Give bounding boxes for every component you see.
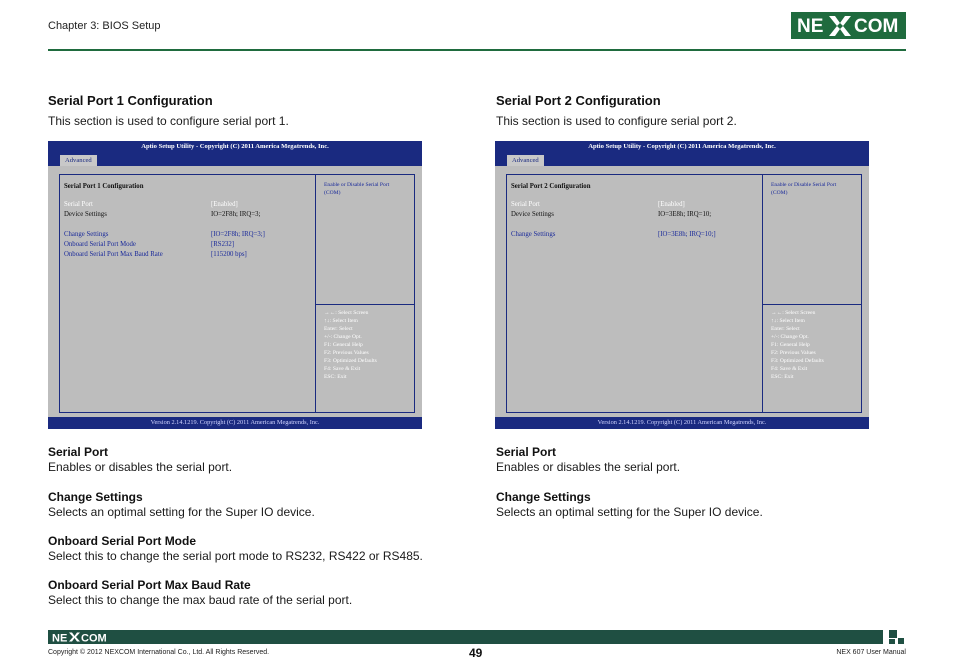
bios-divider xyxy=(315,304,415,305)
key-hint: F2: Previous Values xyxy=(771,350,816,356)
key-hint: Enter: Select xyxy=(324,326,353,332)
desc-text: Selects an optimal setting for the Super IO device. xyxy=(48,505,315,519)
option-value: [115200 bps] xyxy=(211,251,247,258)
desc-serial-port-mode xyxy=(48,534,468,564)
desc-text: Select this to change the serial port mode to RS232, RS422 or RS485. xyxy=(48,549,423,563)
section-serial-port-1 xyxy=(48,93,428,129)
svg-text:NE: NE xyxy=(797,16,824,37)
section-title: Serial Port 1 Configuration xyxy=(48,93,213,108)
bios-tab-bar xyxy=(48,153,422,166)
key-hint: F3: Optimized Defaults xyxy=(324,358,377,364)
desc-text: Select this to change the max baud rate of the serial port. xyxy=(48,593,353,607)
key-hint: →←: Select Screen xyxy=(324,310,369,316)
svg-text:COM: COM xyxy=(81,632,107,643)
chapter-label: Chapter 3: BIOS Setup xyxy=(48,20,161,32)
bios-title-bar: Aptio Setup Utility - Copyright (C) 2011 America Megatrends, Inc. xyxy=(495,141,869,153)
bios-version-bar: Version 2.14.1219. Copyright (C) 2011 American Megatrends, Inc. xyxy=(495,417,869,429)
key-hint: +/-: Change Opt. xyxy=(771,334,809,340)
key-hint: F2: Previous Values xyxy=(324,350,369,356)
desc-title: Onboard Serial Port Mode xyxy=(48,534,197,548)
bios-key-legend xyxy=(324,309,412,381)
bios-page-heading: Serial Port 1 Configuration xyxy=(64,183,144,190)
help-line: Enable or Disable Serial Port xyxy=(324,182,390,188)
footer-copyright: Copyright © 2012 NEXCOM International Co., Ltd. All Rights Reserved. xyxy=(48,649,270,656)
section-intro: This section is used to configure serial port 1. xyxy=(48,114,289,128)
desc-text: Enables or disables the serial port. xyxy=(496,460,681,474)
option-value: [RS232] xyxy=(211,241,235,248)
option-label: Onboard Serial Port Mode xyxy=(64,241,136,248)
option-label: Onboard Serial Port Max Baud Rate xyxy=(64,251,163,258)
footer-squares-icon xyxy=(889,630,906,644)
option-label: Serial Port xyxy=(511,201,540,208)
key-hint: F1: General Help xyxy=(771,342,810,348)
desc-change-settings xyxy=(48,490,468,520)
option-value: [Enabled] xyxy=(211,201,238,208)
bios-screen-serial-port-1 xyxy=(48,141,422,429)
bios-help-text xyxy=(324,181,412,197)
option-value: [IO=3E8h; IRQ=10;] xyxy=(658,231,716,238)
section-intro: This section is used to configure serial port 2. xyxy=(496,114,737,128)
desc-title: Change Settings xyxy=(496,490,591,504)
key-hint: ESC: Exit xyxy=(324,374,347,380)
footer-bar xyxy=(48,630,883,644)
desc-serial-port xyxy=(48,445,468,475)
desc-text: Enables or disables the serial port. xyxy=(48,460,233,474)
bios-tab-bar xyxy=(495,153,869,166)
key-hint: Enter: Select xyxy=(771,326,800,332)
bios-divider xyxy=(762,174,763,413)
bios-key-legend xyxy=(771,309,859,381)
footer-nexcom-logo xyxy=(52,631,108,643)
key-hint: F1: General Help xyxy=(324,342,363,348)
key-hint: F4: Save & Exit xyxy=(771,366,808,372)
key-hint: +/-: Change Opt. xyxy=(324,334,362,340)
option-label: Change Settings xyxy=(64,231,109,238)
desc-text: Selects an optimal setting for the Super IO device. xyxy=(496,505,763,519)
nexcom-logo xyxy=(791,12,906,39)
option-value: IO=3E8h; IRQ=10; xyxy=(658,211,712,218)
help-line: (COM) xyxy=(324,190,341,196)
page-number: 49 xyxy=(469,646,483,660)
bios-page-heading: Serial Port 2 Configuration xyxy=(511,183,591,190)
svg-text:COM: COM xyxy=(854,16,899,37)
desc-title: Serial Port xyxy=(48,445,109,459)
option-label: Change Settings xyxy=(511,231,556,238)
help-line: Enable or Disable Serial Port xyxy=(771,182,837,188)
key-hint: F3: Optimized Defaults xyxy=(771,358,824,364)
bios-help-text xyxy=(771,181,859,197)
desc-title: Change Settings xyxy=(48,490,143,504)
svg-text:NE: NE xyxy=(52,632,68,643)
option-label: Serial Port xyxy=(64,201,93,208)
key-hint: ESC: Exit xyxy=(771,374,794,380)
bios-divider xyxy=(762,304,862,305)
bios-title-bar: Aptio Setup Utility - Copyright (C) 2011 America Megatrends, Inc. xyxy=(48,141,422,153)
option-label: Device Settings xyxy=(64,211,107,218)
bios-tab-advanced[interactable]: Advanced xyxy=(507,155,544,166)
manual-title: NEX 607 User Manual xyxy=(836,649,906,656)
header-rule xyxy=(48,49,906,51)
help-line: (COM) xyxy=(771,190,788,196)
desc-serial-port xyxy=(496,445,916,475)
option-value: IO=2F8h; IRQ=3; xyxy=(211,211,261,218)
option-label: Device Settings xyxy=(511,211,554,218)
bios-divider xyxy=(315,174,316,413)
key-hint: ↑↓: Select Item xyxy=(771,318,805,324)
section-serial-port-2 xyxy=(496,93,876,129)
bios-screen-serial-port-2 xyxy=(495,141,869,429)
key-hint: ↑↓: Select Item xyxy=(324,318,358,324)
option-value: [IO=2F8h; IRQ=3;] xyxy=(211,231,265,238)
desc-title: Onboard Serial Port Max Baud Rate xyxy=(48,578,251,592)
key-hint: →←: Select Screen xyxy=(771,310,816,316)
desc-title: Serial Port xyxy=(496,445,557,459)
option-value: [Enabled] xyxy=(658,201,685,208)
key-hint: F4: Save & Exit xyxy=(324,366,361,372)
desc-max-baud-rate xyxy=(48,578,468,608)
bios-tab-advanced[interactable]: Advanced xyxy=(60,155,97,166)
bios-version-bar: Version 2.14.1219. Copyright (C) 2011 American Megatrends, Inc. xyxy=(48,417,422,429)
desc-change-settings xyxy=(496,490,916,520)
section-title: Serial Port 2 Configuration xyxy=(496,93,661,108)
